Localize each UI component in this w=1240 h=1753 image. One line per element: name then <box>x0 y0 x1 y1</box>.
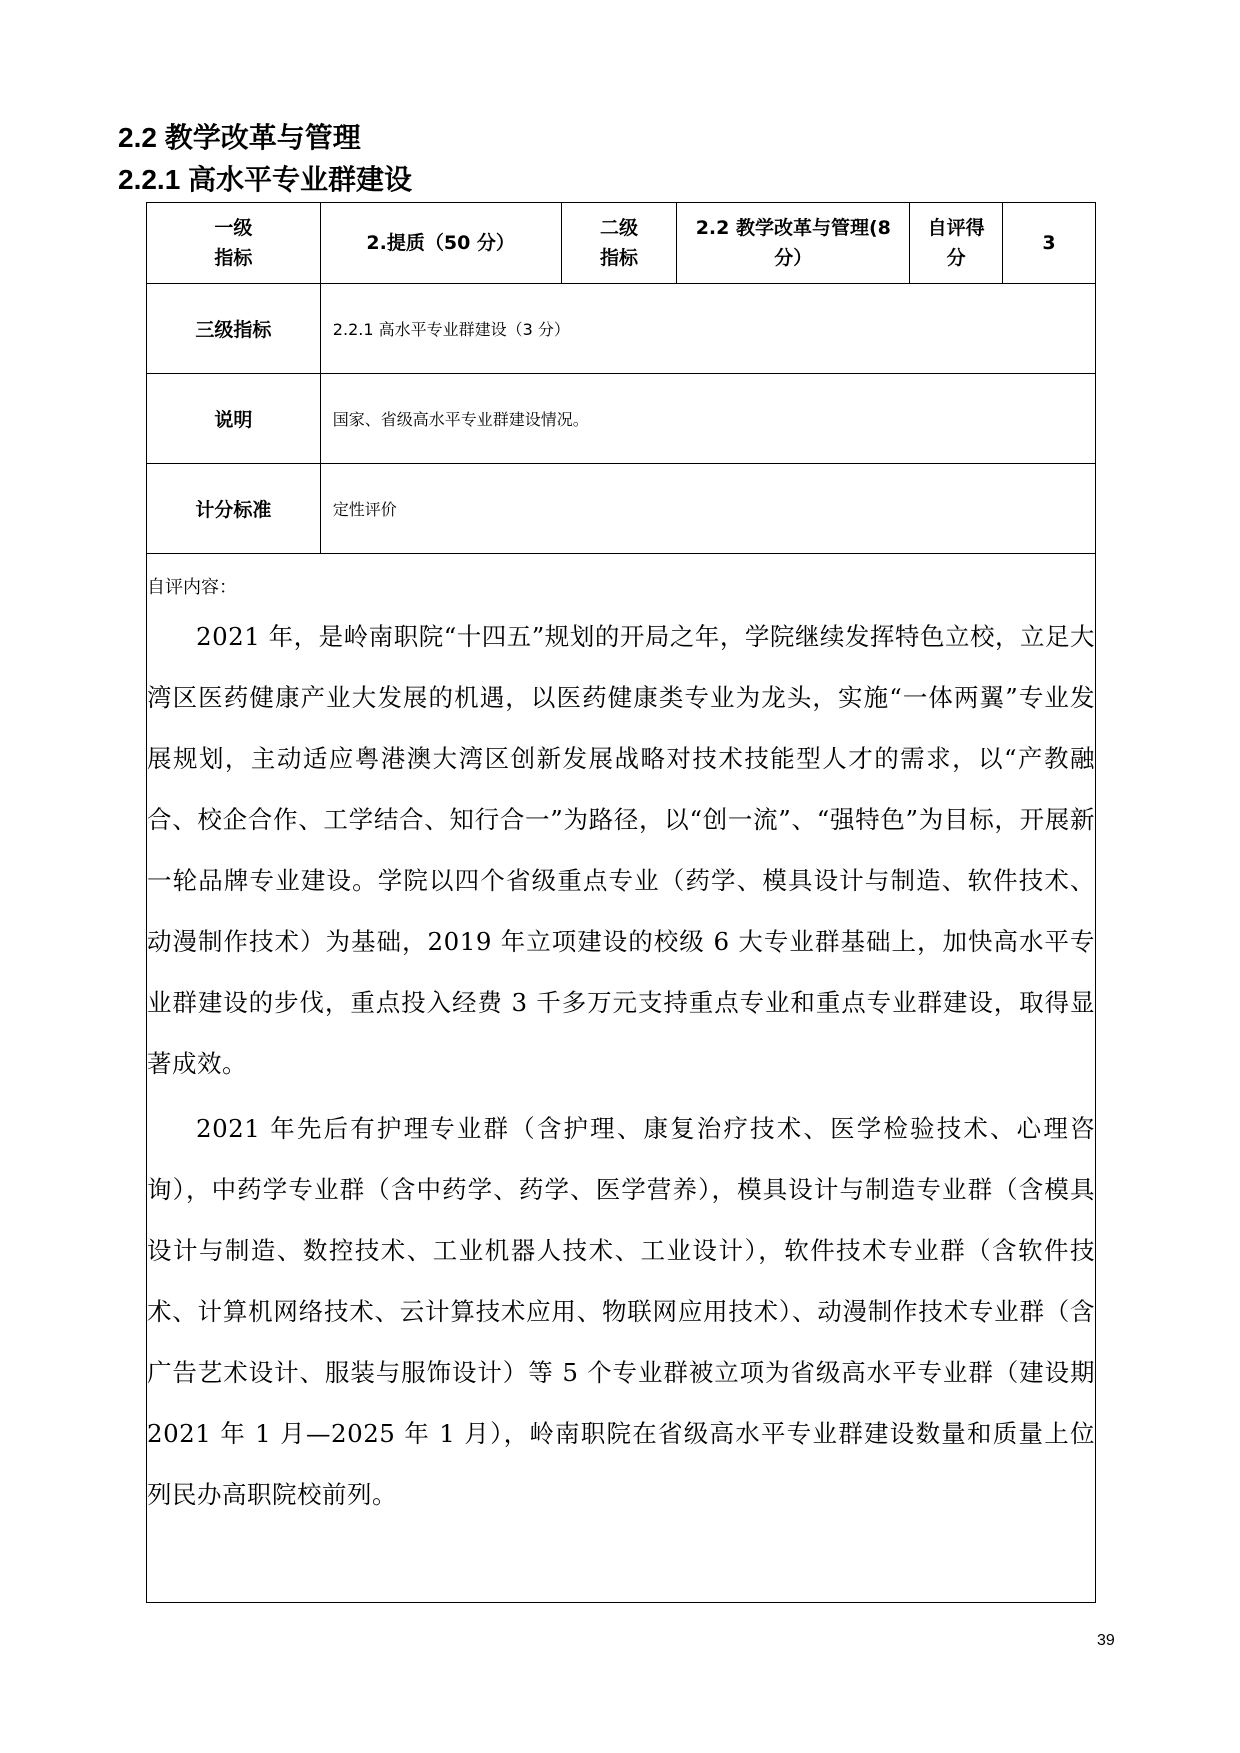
description-value: 国家、省级高水平专业群建设情况。 <box>320 374 1095 464</box>
criteria-value: 定性评价 <box>320 464 1095 554</box>
level2-value: 2.2 教学改革与管理(8 分） <box>677 203 910 284</box>
criteria-label: 计分标准 <box>147 464 321 554</box>
self-score-label: 自评得 分 <box>910 203 1003 284</box>
self-score-value: 3 <box>1003 203 1096 284</box>
level3-label: 三级指标 <box>147 284 321 374</box>
description-row <box>147 374 1096 464</box>
subsection-title: 2.2.1 高水平专业群建设 <box>118 164 413 195</box>
page-number: 39 <box>1097 1632 1115 1649</box>
level3-value: 2.2.1 高水平专业群建设（3 分） <box>320 284 1095 374</box>
content-paragraph-2: 2021 年先后有护理专业群（含护理、康复治疗技术、医学检验技术、心理咨询），中药学专业群（含中药学、药学、医学营养），模具设计与制造专业群（含模具设计与制造、数控技术、工业机器人技术、工业设计），软件技术专业群（含软件技术、计算机网络技术、云计算技术应用、物联网应用技术）、动漫制作技术专业群（含广告艺术设计、服装与服饰设计）等 5 个专业群被立项为省级高水平专业群（建设期 2021 年 1 月—2025 年 1 月），岭南职院在省级高水平专业群建设数量和质量上位列民办高职院校前列。 <box>147 1114 1095 1509</box>
description-label: 说明 <box>147 374 321 464</box>
level3-row <box>147 284 1096 374</box>
evaluation-table <box>146 202 1096 1603</box>
content-row <box>147 554 1096 1603</box>
criteria-row <box>147 464 1096 554</box>
level2-label: 二级 指标 <box>561 203 677 284</box>
level1-label: 一级 指标 <box>147 203 321 284</box>
level1-value: 2.提质（50 分） <box>320 203 561 284</box>
table-header-row <box>147 203 1096 284</box>
self-evaluation-content <box>147 554 1096 1603</box>
section-title: 2.2 教学改革与管理 <box>118 122 361 153</box>
content-paragraph-1: 2021 年，是岭南职院“十四五”规划的开局之年，学院继续发挥特色立校，立足大湾区医药健康产业大发展的机遇，以医药健康类专业为龙头，实施“一体两翼”专业发展规划，主动适应粤港澳大湾区创新发展战略对技术技能型人才的需求，以“产教融合、校企合作、工学结合、知行合一”为路径，以“创一流”、“强特色”为目标，开展新一轮品牌专业建设。学院以四个省级重点专业（药学、模具设计与制造、软件技术、动漫制作技术）为基础，2019 年立项建设的校级 6 大专业群基础上，加快高水平专业群建设的步伐，重点投入经费 3 千多万元支持重点专业和重点专业群建设，取得显著成效。 <box>147 622 1095 1078</box>
content-intro: 自评内容： <box>147 577 237 598</box>
